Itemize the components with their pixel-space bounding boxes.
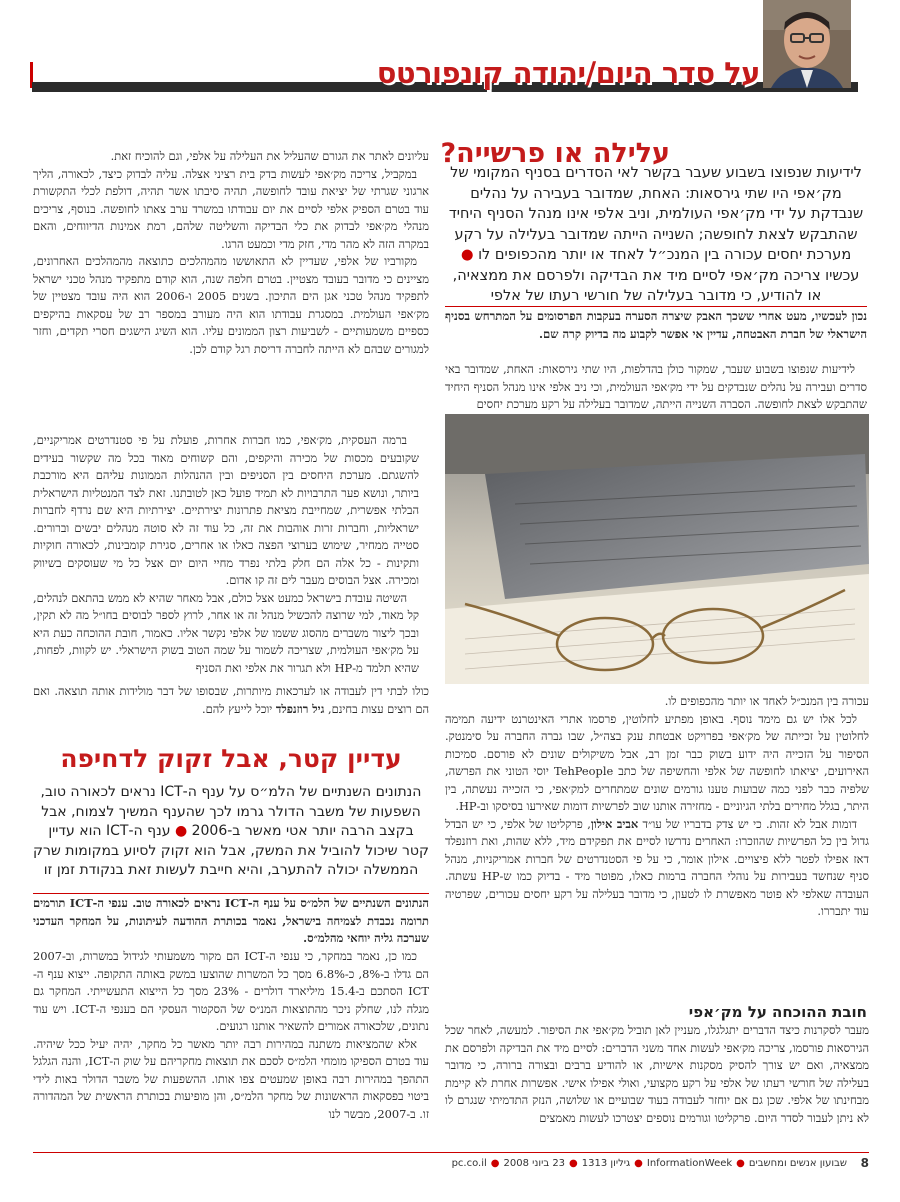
article2-headline: עדיין קטר, אבל זקוק לדחיפה <box>60 744 402 773</box>
article1-paragraph: לידיעות שנפוצו בשבוע שעבר, שמקור כולן בהדלפות, היו שתי גירסאות: האחת, שמדובר באי סדרים ועבירה על נהלים שנבדקים על ידי מק׳אפי העולמית, וכי ניב אלפי אינו מנהל הסניף היחיד שהתבקש לצאת לחופשה. הסברה השנייה הייתה, שמדובר בעלילה על רקע מערכת יחסים <box>445 362 867 411</box>
article2-body <box>33 948 429 1123</box>
column-title: על סדר היום/יהודה קונפורטס <box>376 56 760 90</box>
page-footer <box>33 1154 869 1174</box>
article1-lead-b: עכשיו צריכה מק׳אפי לסיים מיד את הבדיקה ולפרסם את ממצאיה, או להודיע, כי מדובר בעלילה של חורשי רעתו של אלפי <box>452 267 860 304</box>
publication-name: שבועון אנשים ומחשבים <box>748 1158 847 1169</box>
lead-divider <box>445 306 867 307</box>
page-number: 8 <box>860 1156 869 1170</box>
article1-subheading: חובת ההוכחה על מק׳אפי <box>688 1003 867 1021</box>
article2-intro-text: הנתונים השנתיים של הלמ״ס על ענף ה-ICT נראים לכאורה טוב. ענפי ה-ICT תורמים תרומה נכבדת לצמיחה בישראל, נאמר בכותרת ההודעה לעיתונות, על המחקר העדכני שערכה גליה יוחאי מהלמ״ס. <box>33 896 429 945</box>
article2-paragraph: אלא שהמציאות משתנה במהירות רבה יותר מאשר כל מחקר, יהיה יעיל ככל שיהיה. עוד בטרם הספיקו מומחי הלמ״ס לסכם את תוצאות מחקריהם על שוק ה-ICT, והנה הגלגל התהפך במהירות רבה באופן שמעטים צפו אותו. ההשפעות של משבר הדולר באות לידי ביטוי בפסקאות הראשונות של מחקר הלמ״ס, והן מופיעות בכותרת הראשית של המהדורה זו. ב-2007, מבשר לנו <box>33 1036 429 1121</box>
article2-lead-a: הנתונים השנתיים של הלמ״ס על ענף ה-ICT נראים לכאורה טוב, השפעות של משבר הדולר גרמו לכך שהענף המשיך לצמוח, אבל בקצב הרבה יותר אטי מאשר ב-2006 <box>40 784 422 839</box>
left-column-paragraph <box>33 683 429 718</box>
left-column-middle <box>33 432 419 677</box>
left-column-paragraph: מקורביו של אלפי, שעדיין לא התאוששו מהמהלכים כתוצאה מהמהלכים האחרונים, מציינים כי מדובר בעובד מצטיין. בטרם חלפה שנה, הוא קודם מתפקיד מנהל טכני ישראל לתפקיד מנהל טכני אגן הים התיכון. בשנים 2005 ו-2006 הוא היה עובד מצטיין של מק׳אפי העולמית. במסגרת עבודתו הוא היה מעורב במספר רב של עסקאות בהיקפים כספיים משמעותיים - לשביעות רצון הממונים עליו. הוא השיג הישגים חסרי תקדים, וחזר למגורים שבהם לא הייתה לחברה דריסת רגל קודם לכן. <box>33 254 429 356</box>
left-column-paragraph: ברמה העסקית, מק׳אפי, כמו חברות אחרות, פועלת על פי סטנדרטים אמריקניים, שקובעים מכסות של מכירה והיקפים, והם קשוחים מאוד בכל מה שקשור בעידים להשגתם. מערכת היחסים בין הסניפים ובין ההנהלות הממונות עליהם היא מורכבת ביותר, ונושא פער התרבויות לא תמיד פועל כאן לטובתנו. זאת לצד המנטליות הישראלית הבלתי אפשרית, שמחייבת מציאת פתרונות יצירתיים. יצירתיות היא שם נרדף לחברות ישראליות, וחברות זרות אוהבות את זה, כל עוד זה לא סוטה מנהלים יבשים וברורים. סטייה ממחיר, שימוש בערוצי הפצה כאלו או אחרים, סגירת קומבינות, לכאורה חוקיות ותקינות - כל אלה הם חלק בלתי נפרד מחיי היום יום אצל כל מי שעוסקים בשיווק ומכירה. אצל הבוסים מעבר לים זה קו אדום. <box>33 433 419 587</box>
article2-lead-b: ענף ה-ICT הוא עדיין קטר שיכול להוביל את המשק, אבל הוא זקוק לסיוע במקומות שרק הממשלה יכולה להתערב, והיא חייבת לעשות זאת בנקודת זמן זו <box>33 823 429 878</box>
article1-paragraph: מעבר לסקרנות כיצד הדברים יתגלגלו, מעניין לאן תוביל מק׳אפי את הסיפור. למעשה, לאחר שכל הגירסאות פורסמו, צריכה מק׳אפי לעשות אחד משני הדברים: לסיים מיד את הבדיקה ולפרסם את ממצאיה, ואם יש צורך להסיק מסקנות אישיות, או להודיע ברבים ובצורה ברורה, כי מדובר בעלילה של חורשי רעתו של אלפי על רקע מקצועי, ואולי אפילו אישי. אפשרות אחרת לא קיימת מבחינתו של אלפי. שכן גם אם יוחזר לעבודה בעוד שבועיים או שלושה, הנזק התדמיתי שנגרם לו לא ניתן לעבור לסדר היום. פרקליטו וגורמים נוספים יצטרכו לעשות מאמצים <box>445 1023 869 1125</box>
lead-divider <box>33 893 429 894</box>
footer-divider <box>33 1152 869 1153</box>
issue-number: גיליון 1313 <box>581 1158 631 1169</box>
columnist-photo <box>763 0 851 88</box>
person-name: גיל רוזנפלד <box>275 701 325 716</box>
separator-icon: ● <box>490 1158 500 1169</box>
article1-intro <box>445 308 867 343</box>
article2-paragraph: כמו כן, נאמר במחקר, כי ענפי ה-ICT הם מקור משמעותי לגידול במשרות, וב-2007 הם גדלו ב-8%, כ-6.8% מסך כל המשרות שהוצעו במשק באותה התקופה. ייצוא ענף ה-ICT הסתכם ב-15.4 מיליארד דולרים - 23% מסך כל הייצוא התעשייתי. המחקר גם מגלה לנו, שחלק ניכר מהתוצאות המנ״ס של הסקטור העסקי הם בענפי ה-ICT. ויש עוד נתונים, שלכאורה אמורים להשאיר אותנו רגועים. <box>33 949 430 1033</box>
left-column-top <box>33 148 429 358</box>
article1-headline: עלילה או פרשייה? <box>440 138 670 169</box>
article1-lead-a: לידיעות שנפוצו בשבוע שעבר בקשר לאי הסדרים בסניף המקומי של מק׳אפי היו שתי גירסאות: האחת, שמדובר בעבירה על נהלים שנבדקת על ידי מק׳אפי העולמית, וניב אלפי אינו מנהל הסניף היחיד שהתבקש לצאת לחופשה; השנייה הייתה שמדובר בעלילה על רקע מערכת יחסים עכורה בין המנכ״ל לאחד או יותר מהכפופים לו <box>448 165 864 263</box>
article2-intro <box>33 895 429 948</box>
bullet-icon: ● <box>460 247 474 263</box>
issue-date: 23 ביוני 2008 <box>503 1158 566 1169</box>
text-run: יוכל לייעץ להם. <box>201 701 276 716</box>
separator-icon: ● <box>736 1158 745 1169</box>
glasses-laptop-photo <box>445 414 869 684</box>
separator-icon: ● <box>634 1158 643 1169</box>
article1-body-end <box>445 1022 869 1127</box>
article1-intro-text: נכון לעכשיו, מעט אחרי ששכך האבק שיצרה הסערה בעקבות הפרסומים על המתרחש בסניף הישראלי של חברת האבטחה, עדיין אי אפשר לקבוע מה בדיוק קרה שם. <box>445 309 867 341</box>
article1-paragraph: לכל אלו יש גם מימד נוסף. באופן מפתיע לחלוטין, פרסמו אתרי האינטרנט ידיעה תמימה לחלוטין על זכייתה של מק׳אפי בפרויקט אבטחת ענק בצה״ל, שבו גברה החברה על סימנטק. הסיפור על הזכייה היה ידוע בשוק כבר זמן רב, אבל משיקולים שונים לא פורסם. סמיכות האירועים, יציאתו לחופשה של אלפי והחשיפה של כתב TehPeople יוסי הטוני את הפרשה, שלפיה כבר לפני כמה שבועות טענו גורמים שונים שמתחרים למק׳אפי, כי הזכייה נעשתה, בין היתר, בגלל מחירים בלתי הגיוניים - מחזירה אותנו שוב לפרשיות דומות שאירעו בסיסקו וב-HP. <box>445 711 870 813</box>
left-column-paragraph: השיטה עובדת בישראל כמעט אצל כולם, אבל מאחר שהיא לא ממש בהתאם לנהלים, קל מאוד, למי שרוצה להכשיל מנהל זה או אחר, לרוץ לספר לבוסים בחו״ל מה לא תקין, ובכך ליצור משברים מהסוג ששמו של אלפי נקשר אליו. כאמור, חובת ההוכחה כעת היא על מק׳אפי העולמית, שצריכה לשמור על שמה הטוב בשוק הישראלי. יש לקוות, לפחות, שהיא תלמד מ-HP ולא תגרור את אלפי ואת הסניף <box>33 590 419 675</box>
text-run: דומות אבל לא זהות. כי יש צדק בדבריו של עו״ד <box>638 816 857 831</box>
separator-icon: ● <box>569 1158 578 1169</box>
left-column-bottom <box>33 683 429 718</box>
article2-lead <box>33 783 429 881</box>
article1-body-bottom <box>445 693 869 921</box>
person-name: אביב אילון <box>590 816 639 831</box>
left-column-paragraph: עליונים לאתר את הגורם שהעליל את העלילה על אלפי, וגם להוכיח זאת. <box>110 149 429 163</box>
text-run: , פרקליטו של אלפי, כי יש הבדל גדול בין כל הפרשיות שהוזכרו: האחרים נדרשו לסיים את תפקידם מיד, ללא שהות, ואת רוזנפלד דאז אפילו לפטר ללא פיצויים. אילון אומר, כי על פי הסטנדרטים של חברות אמריקניות, מנהל סניף שנחשד בעבירות על נוהלי החברה ברמות כאלו, מפוטר מיד - בדיוק כמו ש-HP עשתה. העובדה שאלפי לא פוטר מאפשרת לו לטעון, כי מדובר בעלילה על רקע יחסים עכורים, שפרטיה עוד יתבררו. <box>445 816 869 918</box>
article1-paragraph: עכורה בין המנכ״ל לאחד או יותר מהכפופים לו. <box>664 694 869 708</box>
bullet-icon: ● <box>174 823 188 839</box>
footer-info <box>452 1158 847 1169</box>
magazine-name: InformationWeek <box>646 1158 733 1169</box>
text-run: כולו לבתי דין לעבודה או לערכאות מיותרות, שבסופו של דבר מולידות אותה תוצאה. ואם הם רוצים עצות בחינם, <box>33 684 429 716</box>
article1-body-top <box>445 361 867 414</box>
left-column-paragraph: במקביל, צריכה מק׳אפי לעשות בדק בית רציני אצלה. עליה לבדוק כיצד, לכאורה, הליך ארגוני שגרתי של יציאת עובד לחופשה, תהיה סיבתו אשר תהיה, דולפת לכלי התקשורת עוד בטרם הספיק אלפי לסיים את יום עבודתו במשרד ערב צאתו לחופשה. בנוסף, צריכים מנהלי מק׳אפי לבדוק את כלי הבדיקה והשליטה שלהם, רמת אמינות הדיווחים, והאם במקרה הזה לא מהר מדי, חזק מדי וכמעט הרגו. <box>33 166 429 251</box>
article1-lead <box>445 163 867 307</box>
article1-paragraph <box>445 816 869 921</box>
website: pc.co.il <box>451 1158 487 1169</box>
